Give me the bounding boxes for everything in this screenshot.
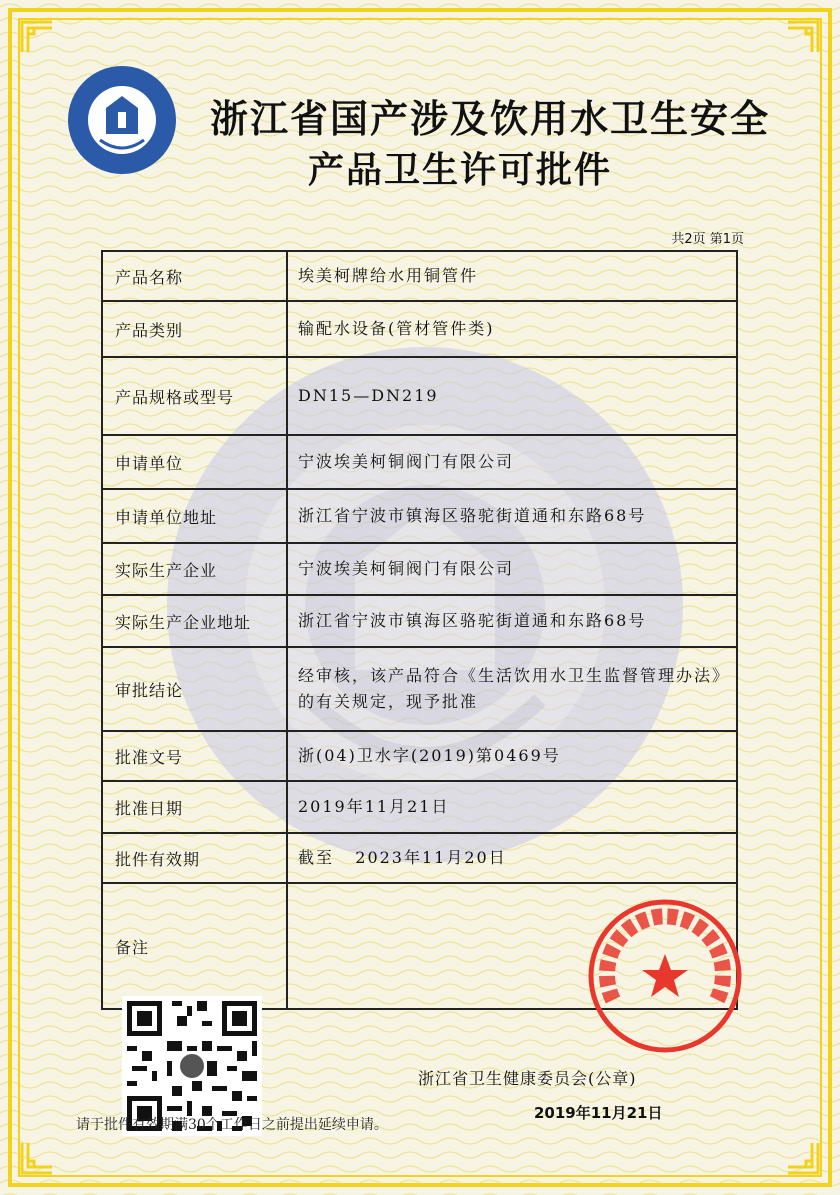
- field-label: 批准日期: [102, 781, 287, 833]
- table-row: [102, 595, 737, 647]
- table-row: [102, 833, 737, 883]
- corner-ornament-icon: [20, 1141, 54, 1175]
- field-value: 宁波埃美柯铜阀门有限公司: [287, 543, 737, 595]
- table-row: [102, 301, 737, 357]
- field-label: 产品规格或型号: [102, 357, 287, 435]
- field-value: 经审核，该产品符合《生活饮用水卫生监督管理办法》的有关规定，现予批准: [287, 647, 737, 731]
- field-label: 申请单位: [102, 435, 287, 489]
- field-value: 宁波埃美柯铜阀门有限公司: [287, 435, 737, 489]
- field-value: DN15—DN219: [287, 357, 737, 435]
- field-value: 2019年11月21日: [287, 781, 737, 833]
- table-row: [102, 781, 737, 833]
- table-row: [102, 489, 737, 543]
- table-row: [102, 543, 737, 595]
- corner-ornament-icon: [786, 20, 820, 54]
- certificate-title-line1: 浙江省国产涉及饮用水卫生安全: [209, 97, 770, 141]
- table-row: [102, 647, 737, 731]
- field-label: 实际生产企业: [102, 543, 287, 595]
- field-value: 埃美柯牌给水用铜管件: [287, 251, 737, 301]
- table-row: [102, 357, 737, 435]
- corner-ornament-icon: [20, 20, 54, 54]
- table-row: [102, 435, 737, 489]
- table-row: [102, 731, 737, 781]
- field-label: 申请单位地址: [102, 489, 287, 543]
- field-value: 浙江省宁波市镇海区骆驼街道通和东路68号: [287, 489, 737, 543]
- field-label: 批件有效期: [102, 833, 287, 883]
- field-label: 实际生产企业地址: [102, 595, 287, 647]
- page-indicator: 共2页 第1页: [671, 232, 744, 247]
- field-label: 批准文号: [102, 731, 287, 781]
- issuing-authority: 浙江省卫生健康委员会(公章): [418, 1069, 637, 1088]
- field-label: 产品类别: [102, 301, 287, 357]
- official-seal-icon: [585, 896, 745, 1056]
- renewal-footnote: 请于批件有效期满30个工作日之前提出延续申请。: [76, 1117, 388, 1133]
- field-label: 产品名称: [102, 251, 287, 301]
- issue-date: 2019年11月21日: [534, 1104, 663, 1122]
- certificate-title-line2: 产品卫生许可批件: [307, 150, 612, 191]
- corner-ornament-icon: [786, 1141, 820, 1175]
- field-value: 浙(04)卫水字(2019)第0469号: [287, 731, 737, 781]
- field-value: 输配水设备(管材管件类): [287, 301, 737, 357]
- table-row: [102, 251, 737, 301]
- field-label: 备注: [102, 883, 287, 1009]
- field-label: 审批结论: [102, 647, 287, 731]
- health-inspection-logo-icon: [66, 64, 178, 176]
- field-value: 浙江省宁波市镇海区骆驼街道通和东路68号: [287, 595, 737, 647]
- field-value: 截至 2023年11月20日: [287, 833, 737, 883]
